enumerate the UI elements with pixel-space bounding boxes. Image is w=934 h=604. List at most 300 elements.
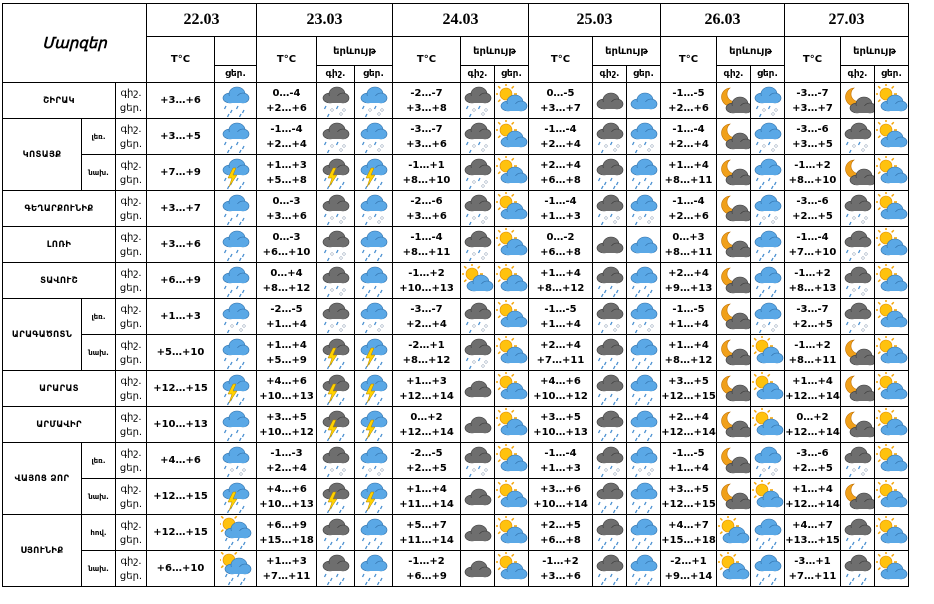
weather-icon-cell: [461, 119, 495, 155]
temperature-range: [257, 335, 317, 371]
cloud-rain-snow-icon: [751, 120, 784, 154]
night-temperature: -2…-7: [410, 87, 443, 99]
cloud-rain-snow-icon: [355, 120, 392, 154]
day-label: ցեր.: [119, 426, 143, 438]
weather-icon-cell: [317, 443, 355, 479]
temperature-range: [661, 515, 717, 551]
weather-icon-cell: [627, 263, 661, 299]
weather-icon-cell: [841, 371, 875, 407]
day-temperature: +11…+14: [399, 498, 454, 510]
weather-icon-cell: [627, 299, 661, 335]
sun-cloud-icon: [875, 408, 908, 442]
weather-icon-cell: [461, 263, 495, 299]
temperature-range: [661, 263, 717, 299]
night-temperature: +1…+4: [668, 339, 709, 351]
day-temperature: +8…+10: [402, 174, 451, 186]
temperature-range: [785, 227, 841, 263]
cloud-dark-snow-icon: [841, 228, 874, 262]
cloud-dark-snow-icon: [317, 120, 354, 154]
cloud-dark-snow-icon: [841, 120, 874, 154]
temperature-range: [661, 551, 717, 587]
day-temperature: +2…+6: [668, 102, 709, 114]
cloud-dark-snow-icon: [461, 84, 494, 118]
temperature-range: [785, 551, 841, 587]
weather-icon-cell: [593, 407, 627, 443]
day-temperature: +10…+13: [399, 282, 454, 294]
day-temperature: +8…+11: [402, 246, 451, 258]
sun-cloud-icon: [875, 156, 908, 190]
temperature-range: [257, 479, 317, 515]
weather-icon-cell: [717, 443, 751, 479]
night-temperature: +1…+3: [406, 375, 447, 387]
weather-icon-cell: [841, 191, 875, 227]
temperature-range: [529, 191, 593, 227]
date-header: 23.03: [257, 4, 393, 37]
weather-icon-cell: [461, 155, 495, 191]
day-temperature: +2…+4: [668, 138, 709, 150]
cloud-dark-icon: [461, 480, 494, 514]
weather-icon-cell: [317, 299, 355, 335]
temperature-range: [257, 371, 317, 407]
day-temperature: +1…+3: [540, 462, 581, 474]
cloud-dark-snow-icon: [317, 444, 354, 478]
sun-cloud-icon: [717, 552, 750, 586]
temperature-range: [785, 443, 841, 479]
weather-icon-cell: [461, 515, 495, 551]
cloud-dark-snow-icon: [841, 192, 874, 226]
day-temperature: +1…+3: [540, 210, 581, 222]
weather-icon-cell: [717, 335, 751, 371]
temperature-range: [529, 119, 593, 155]
temperature-range: [257, 299, 317, 335]
temperature-range: [393, 407, 461, 443]
date-header: 27.03: [785, 4, 909, 37]
zone-label: նախ.: [82, 335, 116, 371]
sun-cloud-icon: [495, 444, 528, 478]
temperature-range: [785, 155, 841, 191]
cloud-dark-snow-icon: [461, 120, 494, 154]
sun-cloud-rain-icon: [215, 516, 256, 550]
weather-icon-cell: [495, 551, 529, 587]
weather-icon-cell: [875, 299, 909, 335]
weather-icon-cell: [717, 83, 751, 119]
day-temperature: +7…+11: [536, 354, 585, 366]
cloud-rain-thunder-icon: [355, 156, 392, 190]
cloud-rain-icon: [627, 156, 660, 190]
weather-icon-cell: [841, 119, 875, 155]
night-temperature: 0…-3: [272, 231, 301, 243]
regions-header: Մարզեր: [3, 4, 147, 83]
night-subheader: գիշ.: [317, 66, 355, 83]
day-label: ցեր.: [119, 498, 143, 510]
weather-icon-cell: [751, 407, 785, 443]
temperature-range: [257, 407, 317, 443]
day-label: ցեր.: [119, 570, 143, 582]
temperature-range: [661, 407, 717, 443]
moon-cloud-icon: [841, 336, 874, 370]
cloud-rain-snow-icon: [751, 444, 784, 478]
cloud-dark-icon: [461, 408, 494, 442]
weather-icon-cell: [461, 443, 495, 479]
temperature-range: [529, 155, 593, 191]
day-temperature: +8…+12: [536, 282, 585, 294]
night-temperature: -1…-4: [544, 447, 577, 459]
region-name: ԱՐՄԱՎԻՐ: [3, 407, 116, 443]
day-temperature: +3…+8: [406, 102, 447, 114]
night-label: գիշ.: [120, 519, 142, 531]
zone-label: նախ.: [82, 155, 116, 191]
cloud-rain-snow-icon: [627, 120, 660, 154]
night-subheader: գիշ.: [841, 66, 875, 83]
day-temperature: +5…+8: [266, 174, 307, 186]
weather-icon-cell: [215, 407, 257, 443]
weather-icon-cell: [841, 263, 875, 299]
weather-icon-cell: [317, 191, 355, 227]
sun-cloud-icon: [495, 552, 528, 586]
cloud-rain-thunder-icon: [215, 156, 256, 190]
day-temperature: +15…+18: [259, 534, 314, 546]
night-temperature: 0…+4: [270, 267, 303, 279]
weather-icon-cell: [627, 443, 661, 479]
time-of-day-label: [116, 479, 147, 515]
weather-icon-cell: [215, 119, 257, 155]
weather-icon-cell: [875, 263, 909, 299]
weather-icon-cell: [875, 119, 909, 155]
temperature-range: [661, 479, 717, 515]
sun-cloud-icon: [495, 120, 528, 154]
temperature-range: [393, 479, 461, 515]
cloud-rain-thunder-icon: [355, 480, 392, 514]
night-label: գիշ.: [120, 267, 142, 279]
temperature-value: +1…+3: [147, 299, 215, 335]
weather-icon-cell: [461, 299, 495, 335]
day-temperature: +7…+10: [788, 246, 837, 258]
temperature-range: [393, 371, 461, 407]
weather-icon-cell: [627, 227, 661, 263]
temperature-range: [785, 83, 841, 119]
weather-icon-cell: [495, 191, 529, 227]
weather-icon-cell: [717, 299, 751, 335]
cloud-rain-snow-icon: [355, 84, 392, 118]
temperature-value: +3…+6: [147, 227, 215, 263]
night-temperature: -3…-7: [796, 87, 829, 99]
cloud-dark-snow-icon: [317, 228, 354, 262]
day-temperature: +5…+9: [266, 354, 307, 366]
night-temperature: +4…+6: [266, 375, 307, 387]
weather-icon-cell: [355, 515, 393, 551]
cloud-rain-icon: [355, 228, 392, 262]
night-temperature: +3…+6: [540, 483, 581, 495]
region-name: ԼՈՌԻ: [3, 227, 116, 263]
weather-icon-cell: [875, 335, 909, 371]
moon-cloud-icon: [717, 84, 750, 118]
day-temperature: +13…+15: [785, 534, 840, 546]
temperature-range: [257, 551, 317, 587]
night-temperature: -1…-5: [672, 87, 705, 99]
table-row: [3, 515, 909, 551]
time-of-day-label: [116, 155, 147, 191]
weather-icon-cell: [627, 479, 661, 515]
night-temperature: 0…+2: [796, 411, 829, 423]
weather-icon-cell: [593, 263, 627, 299]
night-subheader: գիշ.: [717, 66, 751, 83]
night-label: գիշ.: [120, 123, 142, 135]
sun-cloud-icon: [875, 120, 908, 154]
temperature-range: [529, 371, 593, 407]
cloud-rain-icon: [215, 228, 256, 262]
weather-icon-cell: [355, 479, 393, 515]
weather-icon-cell: [317, 227, 355, 263]
sun-cloud-rain-icon: [215, 552, 256, 586]
day-temperature: +8…+11: [788, 354, 837, 366]
temperature-range: [785, 299, 841, 335]
temperature-range: [785, 335, 841, 371]
moon-cloud-icon: [717, 192, 750, 226]
day-temperature: +6…+8: [540, 534, 581, 546]
night-temperature: -1…-4: [544, 123, 577, 135]
cloud-dark-rain-icon: [593, 156, 626, 190]
temperature-range: [661, 155, 717, 191]
weather-icon-cell: [717, 227, 751, 263]
weather-icon-cell: [751, 227, 785, 263]
temperature-range: [393, 83, 461, 119]
weather-icon-cell: [717, 407, 751, 443]
temperature-range: [785, 119, 841, 155]
weather-icon-cell: [751, 83, 785, 119]
cloud-dark-thunder-icon: [317, 480, 354, 514]
weather-icon-cell: [751, 299, 785, 335]
night-temperature: -1…-3: [270, 447, 303, 459]
cloud-rain-thunder-icon: [355, 408, 392, 442]
night-temperature: -3…-7: [410, 303, 443, 315]
temperature-range: [529, 227, 593, 263]
moon-cloud-icon: [717, 120, 750, 154]
night-label: գիշ.: [120, 411, 142, 423]
weather-icon-cell: [355, 335, 393, 371]
weather-icon-cell: [495, 227, 529, 263]
weather-icon-cell: [215, 299, 257, 335]
weather-icon-cell: [215, 227, 257, 263]
temperature-value: +12…+15: [147, 479, 215, 515]
cloud-dark-snow-icon: [593, 192, 626, 226]
region-name: ԿՈՏԱՅՔ: [3, 119, 82, 191]
sun-cloud-icon: [875, 84, 908, 118]
cloud-dark-icon: [593, 228, 626, 262]
weather-icon-cell: [461, 371, 495, 407]
night-temperature: -3…-7: [796, 303, 829, 315]
region-name: ՍՅՈՒՆԻՔ: [3, 515, 82, 587]
cloud-rain-snow-icon: [627, 444, 660, 478]
weather-icon-cell: [875, 155, 909, 191]
weather-icon-cell: [355, 299, 393, 335]
temperature-range: [393, 551, 461, 587]
temperature-range: [257, 443, 317, 479]
weather-icon-cell: [841, 515, 875, 551]
zone-label: լեռ.: [82, 443, 116, 479]
cloud-dark-thunder-icon: [317, 336, 354, 370]
temperature-range: [661, 371, 717, 407]
cloud-rain-icon: [215, 120, 256, 154]
table-row: [3, 551, 909, 587]
weather-icon-cell: [495, 407, 529, 443]
day-temperature: +8…+11: [664, 246, 713, 258]
temperature-range: [661, 119, 717, 155]
night-temperature: -1…+1: [408, 159, 445, 171]
weather-icon-cell: [875, 515, 909, 551]
weather-icon-cell: [593, 227, 627, 263]
weather-icon-cell: [215, 263, 257, 299]
weather-icon-cell: [461, 335, 495, 371]
night-label: գիշ.: [120, 339, 142, 351]
cloud-dark-snow-icon: [593, 120, 626, 154]
weather-icon-cell: [215, 443, 257, 479]
sun-cloud-icon: [751, 480, 784, 514]
phenomena-header: երևույթ: [841, 37, 909, 66]
weather-icon-cell: [593, 83, 627, 119]
temperature-range: [785, 263, 841, 299]
time-of-day-label: [116, 83, 147, 119]
cloud-dark-thunder-icon: [317, 372, 354, 406]
night-temperature: -1…-4: [544, 195, 577, 207]
weather-icon-cell: [355, 155, 393, 191]
time-of-day-label: [116, 443, 147, 479]
day-temperature: +12…+14: [785, 390, 840, 402]
night-temperature: +2…+4: [540, 159, 581, 171]
time-of-day-label: [116, 551, 147, 587]
temp-header: T°C: [393, 37, 461, 83]
temperature-range: [257, 119, 317, 155]
cloud-dark-snow-icon: [841, 444, 874, 478]
night-temperature: -1…-4: [410, 231, 443, 243]
weather-icon-cell: [593, 443, 627, 479]
temperature-range: [661, 299, 717, 335]
sun-cloud-icon: [495, 336, 528, 370]
day-temperature: +3…+6: [406, 210, 447, 222]
cloud-rain-snow-icon: [751, 300, 784, 334]
day-temperature: +2…+5: [792, 210, 833, 222]
temperature-value: +12…+15: [147, 515, 215, 551]
moon-cloud-icon: [717, 228, 750, 262]
night-subheader: գիշ.: [593, 66, 627, 83]
cloud-dark-thunder-icon: [317, 408, 354, 442]
night-label: գիշ.: [120, 159, 142, 171]
cloud-dark-rain-icon: [593, 408, 626, 442]
night-temperature: +4…+7: [792, 519, 833, 531]
weather-icon-cell: [875, 191, 909, 227]
cloud-dark-snow-icon: [317, 264, 354, 298]
sun-cloud-icon: [875, 336, 908, 370]
day-temperature: +2…+4: [406, 318, 447, 330]
weather-icon-cell: [461, 479, 495, 515]
day-temperature: +12…+14: [661, 426, 716, 438]
table-row: [3, 155, 909, 191]
weather-icon-cell: [717, 155, 751, 191]
day-subheader: ցեր.: [215, 66, 257, 83]
weather-icon-cell: [495, 263, 529, 299]
weather-icon-cell: [215, 83, 257, 119]
day-temperature: +12…+14: [785, 426, 840, 438]
weather-icon-cell: [355, 227, 393, 263]
table-row: [3, 263, 909, 299]
day-temperature: +12…+14: [785, 498, 840, 510]
sun-cloud-icon: [875, 516, 908, 550]
sun-cloud-icon: [875, 300, 908, 334]
night-temperature: -3…-7: [410, 123, 443, 135]
moon-cloud-icon: [841, 84, 874, 118]
day-temperature: +8…+12: [664, 354, 713, 366]
temperature-range: [661, 83, 717, 119]
weather-icon-cell: [841, 227, 875, 263]
night-temperature: +3…+5: [668, 375, 709, 387]
night-temperature: -2…+1: [408, 339, 445, 351]
cloud-rain-icon: [355, 264, 392, 298]
night-temperature: -1…+2: [794, 339, 831, 351]
weather-icon-cell: [593, 371, 627, 407]
table-row: [3, 299, 909, 335]
cloud-rain-icon: [627, 480, 660, 514]
weather-icon-cell: [841, 443, 875, 479]
table-row: [3, 119, 909, 155]
weather-icon-cell: [593, 515, 627, 551]
day-temperature: +3…+6: [406, 138, 447, 150]
moon-cloud-icon: [717, 264, 750, 298]
night-temperature: -1…-5: [672, 303, 705, 315]
weather-icon-cell: [593, 299, 627, 335]
weather-icon-cell: [317, 371, 355, 407]
cloud-rain-snow-icon: [215, 300, 256, 334]
weather-icon-cell: [495, 83, 529, 119]
weather-icon-cell: [751, 551, 785, 587]
cloud-dark-icon: [461, 516, 494, 550]
weather-icon-cell: [317, 407, 355, 443]
weather-icon-cell: [495, 479, 529, 515]
day-label: ցեր.: [119, 102, 143, 114]
time-of-day-label: [116, 119, 147, 155]
weather-icon-cell: [215, 479, 257, 515]
temperature-range: [393, 155, 461, 191]
day-temperature: +2…+4: [540, 138, 581, 150]
night-temperature: +1…+4: [266, 339, 307, 351]
weather-icon-cell: [317, 335, 355, 371]
day-temperature: +3…+5: [792, 138, 833, 150]
cloud-dark-icon: [461, 372, 494, 406]
cloud-rain-icon: [751, 552, 784, 586]
weather-icon-cell: [751, 443, 785, 479]
weather-icon-cell: [317, 263, 355, 299]
time-of-day-label: [116, 515, 147, 551]
cloud-dark-snow-icon: [593, 300, 626, 334]
weather-icon-cell: [875, 407, 909, 443]
weather-icon-cell: [495, 443, 529, 479]
table-row: [3, 443, 909, 479]
weather-icon-cell: [751, 191, 785, 227]
region-name: ՏԱՎՈՒՇ: [3, 263, 116, 299]
region-name: ԱՐԱՐԱՏ: [3, 371, 116, 407]
table-row: [3, 83, 909, 119]
night-temperature: +3…+5: [540, 411, 581, 423]
weather-icon-cell: [355, 191, 393, 227]
day-temperature: +6…+8: [540, 246, 581, 258]
day-temperature: +2…+5: [792, 462, 833, 474]
table-row: [3, 407, 909, 443]
night-label: գիշ.: [120, 555, 142, 567]
time-of-day-label: [116, 191, 147, 227]
temperature-range: [661, 443, 717, 479]
time-of-day-label: [116, 227, 147, 263]
night-temperature: +4…+6: [540, 375, 581, 387]
day-temperature: +7…+11: [262, 570, 311, 582]
cloud-dark-snow-icon: [317, 192, 354, 226]
